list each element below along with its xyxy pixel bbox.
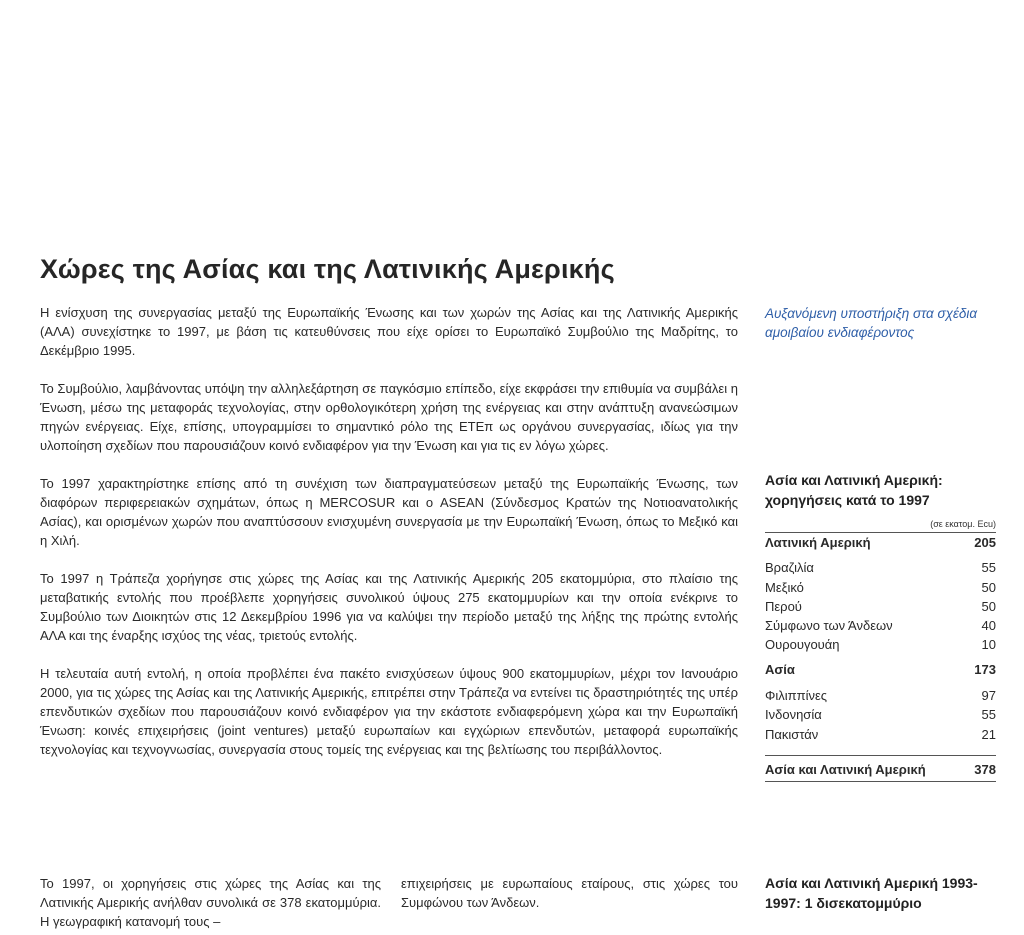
row-label: Ουρουγουάη [765,637,840,653]
row-value: 55 [981,707,996,723]
body-text [40,303,738,778]
table-row [765,705,996,724]
table-row [765,616,996,635]
row-label: Μεξικό [765,579,804,595]
paragraph-intro: Η ενίσχυση της συνεργασίας μεταξύ της Ευρωπαϊκής Ένωσης και των χωρών της Ασίας και της Λατινικής Αμερικής (ΑΛΑ) συνεχίστηκε το 1997, με βάση τις κατευθύνσεις που είχε ορίσει το Ευρωπαϊκό Συμβούλιο της Μαδρίτης, το Δεκέμβριο 1995. [40,305,738,358]
group-total: 205 [974,535,996,550]
paragraph-negotiations: Το 1997 χαρακτηρίστηκε επίσης από τη συνέχιση των διαπραγματεύσεων μεταξύ της Ευρωπαϊκής Ένωσης, των διαφόρων περιφερειακών σχημάτων, όπως η MERCOSUR και ο ASEAN (Σύνδεσμος Κρατών της Νοτιοανατολικής Ασίας), και ορισμένων χωρών που αναπτύσσουν ενισχυμένη συνεργασία με την Ευρωπαϊκή Ένωση, όπως το Μεξικό και η Χιλή. [40,476,738,548]
row-value: 40 [981,618,996,634]
row-label: Ινδονησία [765,707,822,723]
row-label: Σύμφωνο των Άνδεων [765,618,893,634]
table-row [765,597,996,616]
grants-table [765,470,996,782]
row-value: 50 [981,598,996,614]
footer-paragraph-right: επιχειρήσεις με ευρωπαίους εταίρους, στις χώρες του Συμφώνου των Άνδεων. [401,876,738,910]
table-group-latin-america [765,533,996,552]
table-row [765,725,996,744]
footer-paragraph-left: Το 1997, οι χορηγήσεις στις χώρες της Ασίας και της Λατινικής Αμερικής ανήλθαν συνολικά σε 378 εκατομμύρια. Η γεωγραφική κατανομή τους – [40,876,381,929]
paragraph-loans-1997: Το 1997 η Τράπεζα χορήγησε στις χώρες της Ασίας και της Λατινικής Αμερικής 205 εκατομμύρια, στο πλαίσιο της μεταβατικής εντολής που προέβλεπε χορηγήσεις συνολικού ύψους 275 εκατομμυρίων και την οποία ενέκρινε το Συμβούλιο των Διοικητών στις 12 Δεκεμβρίου 1996 για να καλύψει την περίοδο μεταξύ της λήξης της πρώτης εντολής ΑΛΑ και της έναρξης ισχύος της νέας, τριετούς εντολής. [40,571,738,643]
paragraph-council: Το Συμβούλιο, λαμβάνοντας υπόψη την αλληλεξάρτηση σε παγκόσμιο επίπεδο, είχε εκφράσει την επιθυμία να συμβάλει η Ένωση, μέσω της μεταφοράς τεχνολογίας, στην ορθολογικότερη χρήση της ενέργειας και στην ανάπτυξη ανανεώσιμων πηγών ενέργειας. Είχε, επίσης, υπογραμμίσει το σημαντικό ρόλο της ΕΤΕπ ως οργάνου συνεργασίας, ιδίως για την υλοποίηση σχεδίων που παρουσιάζουν κοινό ενδιαφέρον για την Ένωση και για τις εν λόγω χώρες. [40,381,738,453]
group-total: 173 [974,661,996,677]
footer-side-title: Ασία και Λατινική Αμερική 1993-1997: 1 δισεκατομμύριο [765,875,978,911]
table-caption: Ασία και Λατινική Αμερική: χορηγήσεις κατά το 1997 [765,472,943,508]
table-row [765,578,996,597]
row-value: 21 [981,726,996,742]
page-title: Χώρες της Ασίας και της Λατινικής Αμερικής [40,254,615,284]
row-value: 97 [981,688,996,704]
group-label: Λατινική Αμερική [765,535,871,550]
row-label: Βραζιλία [765,560,814,576]
table-group-asia [765,660,996,679]
units-note: (σε εκατομ. Ecu) [765,518,996,533]
group-label: Ασία [765,661,795,677]
row-value: 55 [981,560,996,576]
side-heading: Αυξανόμενη υποστήριξη στα σχέδια αμοιβαίου ενδιαφέροντος [765,306,978,340]
row-value: 50 [981,579,996,595]
table-row [765,558,996,577]
row-value: 10 [981,637,996,653]
paragraph-new-mandate: Η τελευταία αυτή εντολή, η οποία προβλέπει ένα πακέτο ενισχύσεων ύψους 900 εκατομμυρίων, μέχρι τον Ιανουάριο 2000, για τις χώρες της Ασίας και της Λατινικής Αμερικής, επιτρέπει στην Τράπεζα να εντείνει τις δραστηριότητές της υπέρ επενδυτικών σχεδίων που παρουσιάζουν κοινό ενδιαφέρον για την εκάστοτε ενδιαφερόμενη χώρα και την Ευρωπαϊκή Ένωση: κοινές επιχειρήσεις (joint ventures) μεταξύ ευρωπαίων και εγχώριων επενδυτών, μεταφορά ευρωπαϊκής τεχνολογίας και τεχνογνωσίας, συνεργασία στους τομείς της ενέργειας και της βελτίωσης του περιβάλλοντος. [40,666,738,757]
row-label: Περού [765,598,802,614]
row-label: Πακιστάν [765,726,819,742]
table-row [765,635,996,654]
total-label: Ασία και Λατινική Αμερική [765,761,926,777]
total-value: 378 [974,761,996,777]
table-grand-total [765,755,996,782]
row-label: Φιλιππίνες [765,688,828,704]
table-row [765,686,996,705]
